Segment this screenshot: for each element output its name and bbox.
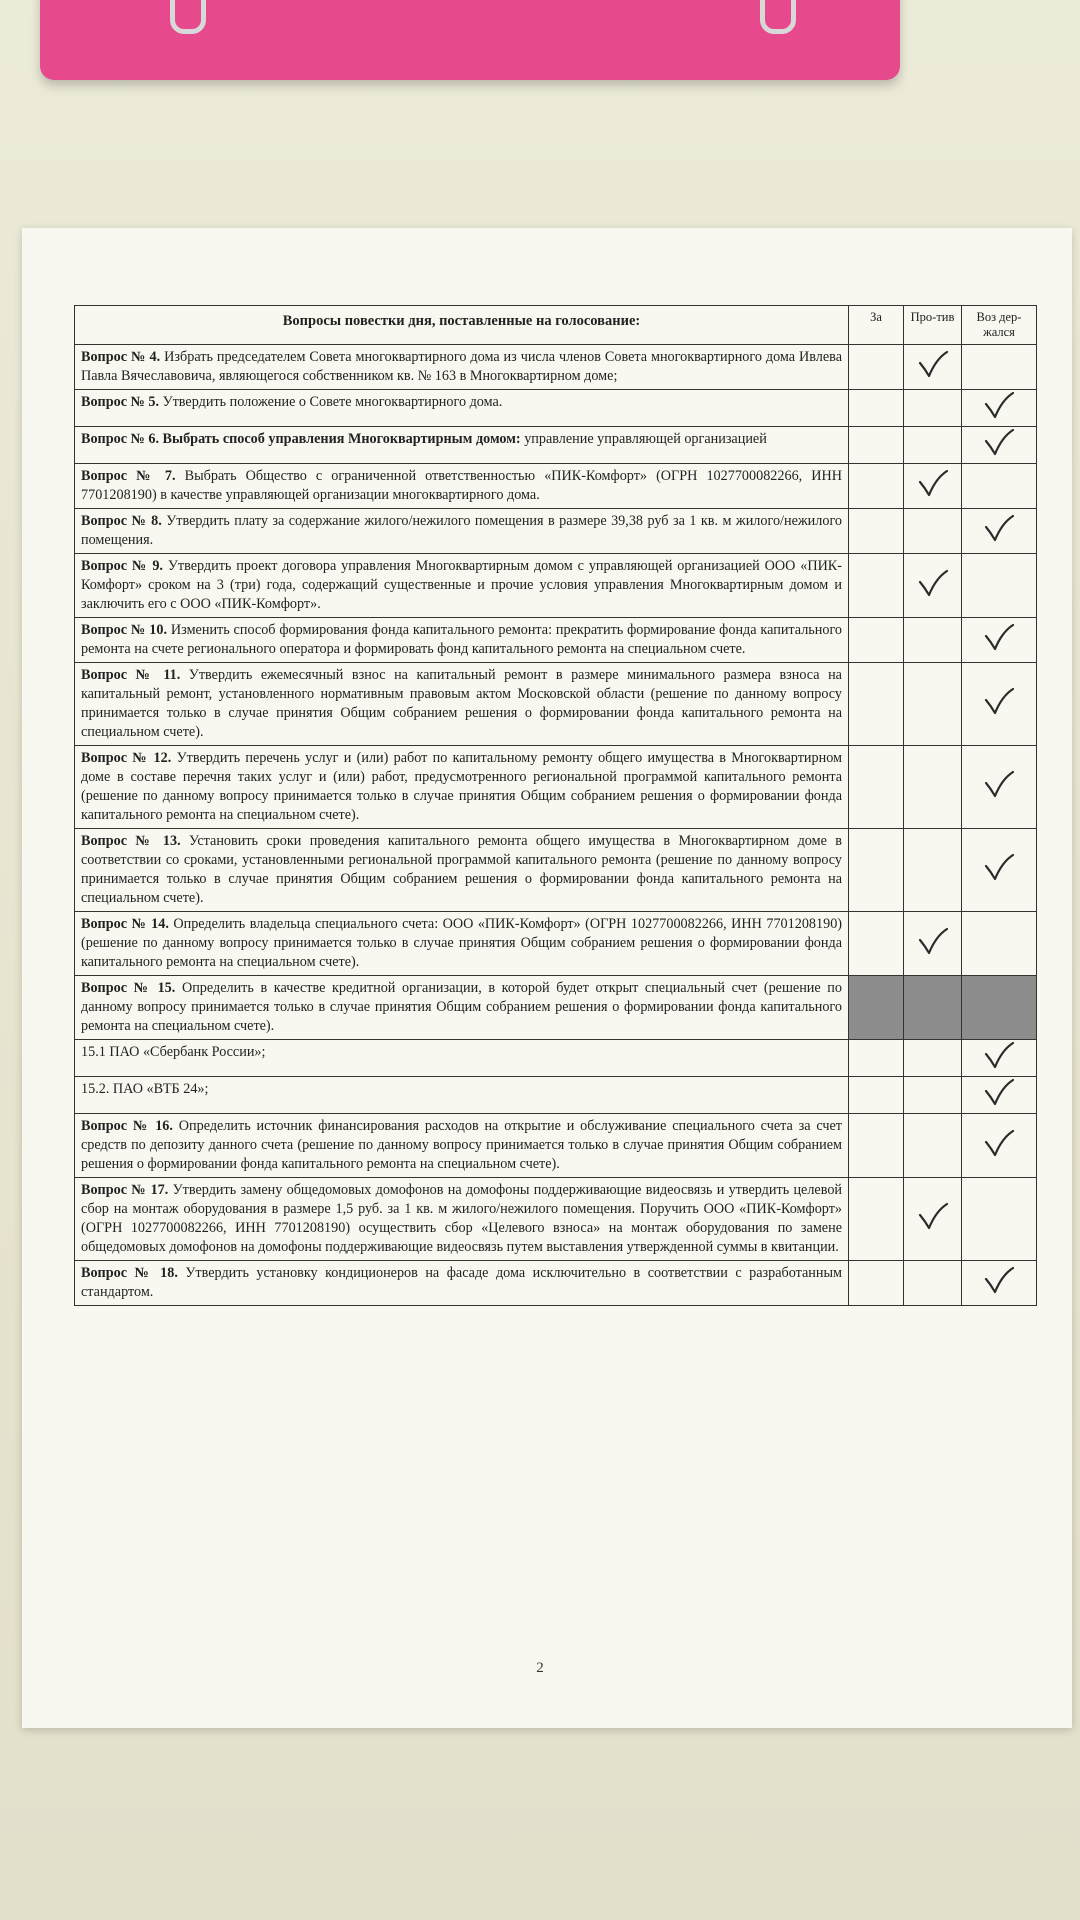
table-row xyxy=(75,464,1037,509)
question-number: Вопрос № 8. xyxy=(81,513,162,529)
against-vote-cell[interactable] xyxy=(904,464,962,509)
for-vote-cell[interactable] xyxy=(849,663,904,746)
question-text: Изменить способ формирования фонда капитального ремонта: прекратить формирование фонда капитального ремонта на счете регионального оператора и формировать фонд капитального ремонта на специальном счете. xyxy=(81,622,842,657)
question-text: Утвердить положение о Совете многоквартирного дома. xyxy=(162,394,503,410)
question-text: 15.2. ПАО «ВТБ 24»; xyxy=(81,1081,209,1097)
question-number: Вопрос № 12. xyxy=(81,750,172,766)
against-vote-cell[interactable] xyxy=(904,554,962,618)
question-number: Вопрос № 10. xyxy=(81,622,168,638)
question-text-cell xyxy=(75,663,849,746)
question-text-cell xyxy=(75,464,849,509)
question-text: Утвердить плату за содержание жилого/нежилого помещения в размере 39,38 руб за 1 кв. м жилого/нежилого помещения. xyxy=(81,513,842,548)
against-vote-cell[interactable] xyxy=(904,663,962,746)
question-text: Утвердить проект договора управления Многоквартирным домом с управляющей организацией ООО «ПИК-Комфорт» сроком на 3 (три) года, содержащий существенные и прочие условия управления Многоквартирным домом и заключить его с ООО «ПИК-Комфорт». xyxy=(81,558,842,612)
question-number: Вопрос № 11. xyxy=(81,667,181,683)
table-row xyxy=(75,912,1037,976)
question-number: Вопрос № 15. xyxy=(81,980,176,996)
table-row xyxy=(75,1077,1037,1114)
abstain-vote-cell[interactable] xyxy=(962,509,1037,554)
question-text-cell xyxy=(75,1261,849,1306)
question-text-cell xyxy=(75,1178,849,1261)
table-row xyxy=(75,427,1037,464)
question-text-cell xyxy=(75,509,849,554)
question-number: Вопрос № 4. xyxy=(81,349,161,365)
against-vote-cell[interactable] xyxy=(904,1261,962,1306)
table-row xyxy=(75,509,1037,554)
question-text: Утвердить замену общедомовых домофонов на домофоны поддерживающие видеосвязь и утвердить целевой сбор на монтаж оборудования в размере 1,5 руб. за 1 кв. м жилого/нежилого помещения. Поручить ООО «ПИК-Комфорт» (ОГРН 1027700082266, ИНН 7701208190) осуществить сбор «Целевого взноса» на монтаж оборудования по замене общедомовых домофонов на домофоны поддерживающие видеосвязь путем выставления утвержденной суммы в квитанции. xyxy=(81,1182,843,1255)
binder-ring xyxy=(170,0,206,34)
checkmark-icon xyxy=(982,1265,1016,1295)
question-text: Определить в качестве кредитной организации, в которой будет открыт специальный счет (решение по данному вопросу принимается только в случае принятия Общим собранием решения о формировании фонда капитального ремонта на специальном счете). xyxy=(81,980,842,1034)
question-number: Вопрос № 18. xyxy=(81,1265,178,1281)
for-vote-cell[interactable] xyxy=(849,1178,904,1261)
checkmark-icon xyxy=(916,468,950,498)
table-row xyxy=(75,554,1037,618)
for-vote-cell[interactable] xyxy=(849,1261,904,1306)
table-row xyxy=(75,1040,1037,1077)
abstain-vote-cell[interactable] xyxy=(962,829,1037,912)
for-vote-cell[interactable] xyxy=(849,618,904,663)
question-text: Установить сроки проведения капитального ремонта общего имущества в Многоквартирном доме в соответствии со сроками, установленными региональной программой капитального ремонта (решение по данному вопросу принимается только в случае принятия Общим собранием решения о формировании фонда капитального ремонта на специальном счете). xyxy=(81,833,842,906)
against-vote-cell[interactable] xyxy=(904,976,962,1040)
checkmark-icon xyxy=(982,1128,1016,1158)
question-number: Вопрос № 13. xyxy=(81,833,181,849)
question-text: Утвердить установку кондиционеров на фасаде дома исключительно в соответствии с разработанным стандартом. xyxy=(81,1265,842,1300)
question-text-cell xyxy=(75,746,849,829)
page-number: 2 xyxy=(536,1660,544,1676)
question-number: Вопрос № 16. xyxy=(81,1118,173,1134)
question-number: Вопрос № 14. xyxy=(81,916,169,932)
against-vote-cell[interactable] xyxy=(904,829,962,912)
checkmark-icon xyxy=(916,926,950,956)
against-vote-cell[interactable] xyxy=(904,746,962,829)
against-vote-cell[interactable] xyxy=(904,345,962,390)
question-text-cell xyxy=(75,618,849,663)
abstain-vote-cell[interactable] xyxy=(962,390,1037,427)
abstain-vote-cell[interactable] xyxy=(962,618,1037,663)
for-vote-cell[interactable] xyxy=(849,1077,904,1114)
question-number: Вопрос № 6. Выбрать способ управления Многоквартирным домом: xyxy=(81,431,521,447)
table-row xyxy=(75,1178,1037,1261)
question-text-cell xyxy=(75,390,849,427)
table-row xyxy=(75,1114,1037,1178)
question-text: Выбрать Общество с ограниченной ответственностью «ПИК-Комфорт» (ОГРН 1027700082266, ИНН 7701208190) в качестве управляющей организации многоквартирного дома. xyxy=(81,468,843,503)
checkmark-icon xyxy=(916,349,950,379)
against-vote-cell[interactable] xyxy=(904,618,962,663)
question-text: Утвердить перечень услуг и (или) работ по капитальному ремонту общего имущества в Многоквартирном доме в составе перечня таких услуг и (или) работ, предусмотренного региональной программой капитального ремонта (решение по данному вопросу принимается только в случае принятия Общим собранием решения о формировании фонда капитального ремонта на специальном счете). xyxy=(81,750,842,823)
checkmark-icon xyxy=(982,427,1016,457)
abstain-vote-cell[interactable] xyxy=(962,1114,1037,1178)
checkmark-icon xyxy=(982,852,1016,882)
for-vote-cell[interactable] xyxy=(849,554,904,618)
table-header-row xyxy=(75,306,1037,345)
for-vote-cell[interactable] xyxy=(849,1114,904,1178)
binder-ring xyxy=(760,0,796,34)
for-vote-cell[interactable] xyxy=(849,427,904,464)
question-text: Утвердить ежемесячный взнос на капитальный ремонт в размере минимального размера взноса на капитальный ремонт, установленного нормативным правовым актом Московской области (решение по данному вопросу принимается только в случае принятия Общим собранием решения о формировании фонда капитального ремонта на специальном счете). xyxy=(81,667,842,740)
question-number: Вопрос № 9. xyxy=(81,558,163,574)
against-vote-cell[interactable] xyxy=(904,1077,962,1114)
for-column-header: За xyxy=(849,306,904,345)
abstain-column-header: Воз дер-жался xyxy=(962,306,1037,345)
question-text-cell xyxy=(75,1077,849,1114)
against-vote-cell[interactable] xyxy=(904,1114,962,1178)
against-vote-cell[interactable] xyxy=(904,427,962,464)
for-vote-cell[interactable] xyxy=(849,1040,904,1077)
against-vote-cell[interactable] xyxy=(904,1178,962,1261)
checkmark-icon xyxy=(982,390,1016,420)
voting-table xyxy=(74,305,1037,1306)
abstain-vote-cell[interactable] xyxy=(962,1178,1037,1261)
question-text: Определить источник финансирования расходов на открытие и обслуживание специального счета за счет средств по депозиту данного счета (решение по данному вопросу принимается только в случае принятия Общим собранием решения о формировании фонда капитального ремонта на специальном счете). xyxy=(81,1118,843,1172)
against-column-header: Про-тив xyxy=(904,306,962,345)
table-row xyxy=(75,746,1037,829)
against-vote-cell[interactable] xyxy=(904,509,962,554)
against-vote-cell[interactable] xyxy=(904,1040,962,1077)
abstain-vote-cell[interactable] xyxy=(962,976,1037,1040)
question-text-cell xyxy=(75,554,849,618)
checkmark-icon xyxy=(982,769,1016,799)
abstain-vote-cell[interactable] xyxy=(962,464,1037,509)
abstain-vote-cell[interactable] xyxy=(962,1040,1037,1077)
for-vote-cell[interactable] xyxy=(849,464,904,509)
abstain-vote-cell[interactable] xyxy=(962,746,1037,829)
question-number: Вопрос № 17. xyxy=(81,1182,169,1198)
question-text-cell xyxy=(75,1040,849,1077)
for-vote-cell[interactable] xyxy=(849,976,904,1040)
question-text-cell xyxy=(75,829,849,912)
for-vote-cell[interactable] xyxy=(849,746,904,829)
abstain-vote-cell[interactable] xyxy=(962,1261,1037,1306)
against-vote-cell[interactable] xyxy=(904,912,962,976)
table-row xyxy=(75,1261,1037,1306)
against-vote-cell[interactable] xyxy=(904,390,962,427)
checkmark-icon xyxy=(982,1077,1016,1107)
table-row xyxy=(75,829,1037,912)
question-text-cell xyxy=(75,976,849,1040)
abstain-vote-cell[interactable] xyxy=(962,1077,1037,1114)
checkmark-icon xyxy=(982,1040,1016,1070)
checkmark-icon xyxy=(916,1201,950,1231)
abstain-vote-cell[interactable] xyxy=(962,912,1037,976)
table-row xyxy=(75,345,1037,390)
checkmark-icon xyxy=(982,686,1016,716)
abstain-vote-cell[interactable] xyxy=(962,345,1037,390)
question-text-cell xyxy=(75,427,849,464)
table-row xyxy=(75,618,1037,663)
abstain-vote-cell[interactable] xyxy=(962,427,1037,464)
for-vote-cell[interactable] xyxy=(849,509,904,554)
question-text: 15.1 ПАО «Сбербанк России»; xyxy=(81,1044,266,1060)
for-vote-cell[interactable] xyxy=(849,345,904,390)
question-text-cell xyxy=(75,1114,849,1178)
table-row xyxy=(75,390,1037,427)
checkmark-icon xyxy=(982,513,1016,543)
table-row xyxy=(75,663,1037,746)
question-text: Определить владельца специального счета: ООО «ПИК-Комфорт» (ОГРН 1027700082266, ИНН 7701208190) (решение по данному вопросу принимается только в случае принятия Общим собранием решения о формировании фонда капитального ремонта на специальном счете). xyxy=(81,916,843,970)
abstain-vote-cell[interactable] xyxy=(962,663,1037,746)
table-row xyxy=(75,976,1037,1040)
pink-binder xyxy=(40,0,900,80)
for-vote-cell[interactable] xyxy=(849,390,904,427)
question-number: Вопрос № 7. xyxy=(81,468,176,484)
abstain-vote-cell[interactable] xyxy=(962,554,1037,618)
checkmark-icon xyxy=(982,622,1016,652)
for-vote-cell[interactable] xyxy=(849,829,904,912)
for-vote-cell[interactable] xyxy=(849,912,904,976)
question-text-cell xyxy=(75,912,849,976)
agenda-header: Вопросы повестки дня, поставленные на голосование: xyxy=(75,306,849,345)
question-text-cell xyxy=(75,345,849,390)
question-number: Вопрос № 5. xyxy=(81,394,160,410)
checkmark-icon xyxy=(916,568,950,598)
question-text: управление управляющей организацией xyxy=(524,431,767,447)
question-text: Избрать председателем Совета многоквартирного дома из числа членов Совета многоквартирного дома Ивлева Павла Вячеславовича, являющегося собственником кв. № 163 в Многоквартирном доме; xyxy=(81,349,842,384)
